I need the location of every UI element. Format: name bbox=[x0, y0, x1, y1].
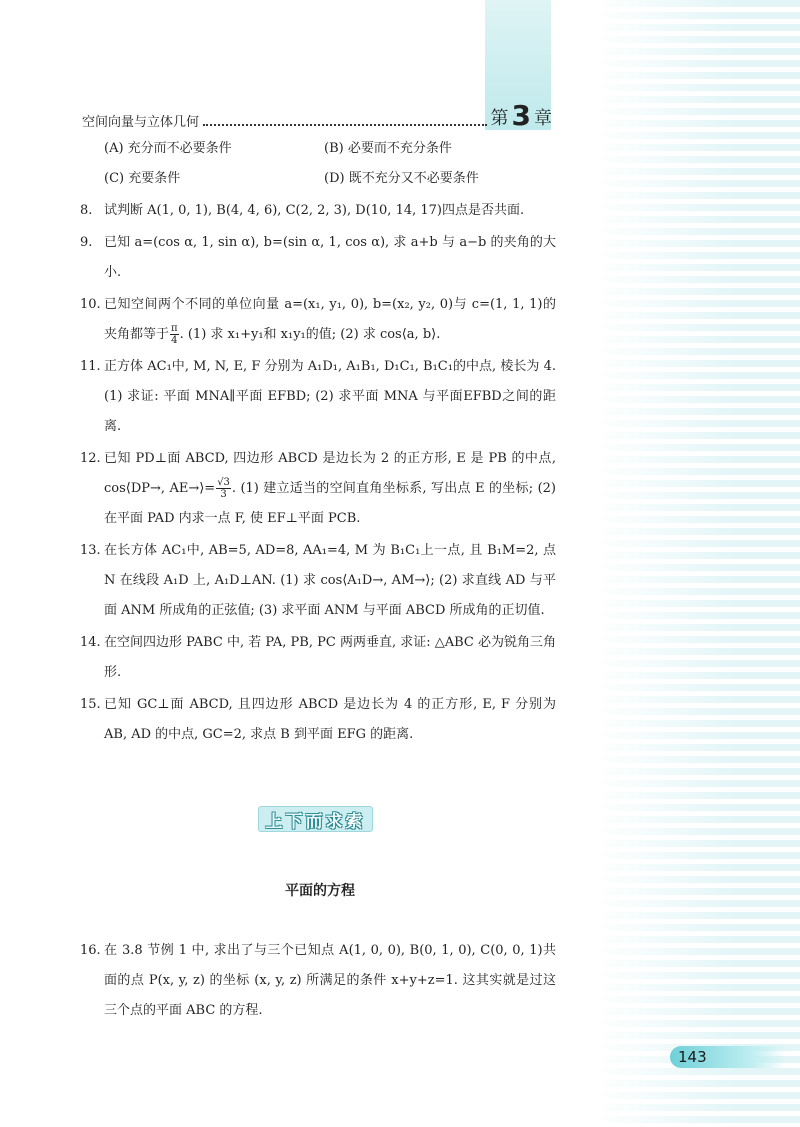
running-header bbox=[82, 100, 552, 130]
fraction bbox=[216, 477, 231, 500]
subsection-title: 平面的方程 bbox=[285, 883, 355, 899]
question-number: 16. bbox=[80, 943, 101, 958]
fraction bbox=[170, 323, 179, 346]
question-text: 已知 GC⊥面 ABCD, 且四边形 ABCD 是边长为 4 的正方形, E, F 分别为 AB, AD 的中点, GC=2, 求点 B 到平面 EFG 的距离. bbox=[104, 697, 556, 742]
question-8 bbox=[80, 196, 556, 226]
question-9 bbox=[80, 228, 556, 288]
page-number: 143 bbox=[678, 1048, 707, 1066]
question-14 bbox=[80, 628, 556, 688]
fraction-numerator: π bbox=[171, 323, 178, 334]
question-text bbox=[104, 444, 556, 534]
question-text-part-a: 已知 PD⊥面 ABCD, 四边形 ABCD 是边长为 2 的正方形, E 是 PB 的中点, cos⟨DP→, AE→⟩= bbox=[104, 451, 556, 496]
fraction-denominator: 3 bbox=[220, 489, 227, 500]
section-banner bbox=[258, 806, 373, 832]
leader-dots bbox=[203, 122, 487, 126]
section-title: 空间向量与立体几何 bbox=[82, 115, 200, 130]
decorative-stripes bbox=[595, 0, 800, 1127]
option-a: (A) 充分而不必要条件 bbox=[104, 141, 232, 156]
fraction-numerator: √3 bbox=[217, 477, 230, 488]
banner-text: 上下而求索 bbox=[265, 811, 366, 832]
option-c: (C) 充要条件 bbox=[104, 171, 181, 186]
question-text-part-a: 已知空间两个不同的单位向量 a=(x₁, y₁, 0), b=(x₂, y₂, 0)与 c=(1, 1, 1)的夹角都等于 bbox=[104, 297, 556, 342]
answer-options bbox=[80, 134, 556, 194]
question-10 bbox=[80, 290, 556, 350]
question-number: 12. bbox=[80, 451, 101, 466]
question-13 bbox=[80, 536, 556, 626]
question-11 bbox=[80, 352, 556, 442]
question-text: 正方体 AC₁中, M, N, E, F 分别为 A₁D₁, A₁B₁, D₁C₁, B₁C₁的中点, 棱长为 4. (1) 求证: 平面 MNA∥平面 EFBD; (2) 求平面 MNA 与平面EFBD之间的距离. bbox=[104, 359, 556, 434]
chapter-prefix: 第 bbox=[490, 108, 509, 129]
chapter-number: 3 bbox=[511, 99, 531, 132]
exercise-list-2 bbox=[80, 936, 556, 1026]
question-number: 9. bbox=[80, 235, 93, 250]
question-text: 在长方体 AC₁中, AB=5, AD=8, AA₁=4, M 为 B₁C₁上一点, 且 B₁M=2, 点 N 在线段 A₁D 上, A₁D⊥AN. (1) 求 cos⟨A₁D→, AM→⟩; (2) 求直线 AD 与平面 ANM 所成角的正弦值; (3) 求平面 ANM 与平面 ABCD 所成角的正切值. bbox=[104, 543, 556, 618]
question-number: 8. bbox=[80, 203, 93, 218]
question-text-part-b: . (1) 建立适当的空间直角坐标系, 写出点 E 的坐标; (2) 在平面 PAD 内求一点 F, 使 EF⊥平面 PCB. bbox=[104, 481, 556, 526]
exercise-list bbox=[80, 134, 556, 750]
option-b: (B) 必要而不充分条件 bbox=[324, 141, 452, 156]
question-number: 13. bbox=[80, 543, 101, 558]
option-d: (D) 既不充分又不必要条件 bbox=[324, 171, 479, 186]
question-15 bbox=[80, 690, 556, 750]
fraction-denominator: 4 bbox=[171, 335, 178, 346]
question-text bbox=[104, 290, 556, 350]
question-12 bbox=[80, 444, 556, 534]
question-text: 已知 a=(cos α, 1, sin α), b=(sin α, 1, cos α), 求 a+b 与 a−b 的夹角的大小. bbox=[104, 235, 556, 280]
question-number: 14. bbox=[80, 635, 101, 650]
question-text-part-b: . (1) 求 x₁+y₁和 x₁y₁的值; (2) 求 cos⟨a, b⟩. bbox=[179, 327, 441, 342]
question-text: 在空间四边形 PABC 中, 若 PA, PB, PC 两两垂直, 求证: △ABC 必为锐角三角形. bbox=[104, 635, 556, 680]
question-text: 在 3.8 节例 1 中, 求出了与三个已知点 A(1, 0, 0), B(0, 1, 0), C(0, 0, 1)共面的点 P(x, y, z) 的坐标 (x, y, z) 所满足的条件 x+y+z=1. 这其实就是过这三个点的平面 ABC 的方程. bbox=[104, 943, 556, 1018]
question-number: 15. bbox=[80, 697, 101, 712]
question-text: 试判断 A(1, 0, 1), B(4, 4, 6), C(2, 2, 3), D(10, 14, 17)四点是否共面. bbox=[104, 203, 525, 218]
page-number-tab bbox=[670, 1046, 786, 1068]
question-16 bbox=[80, 936, 556, 1026]
question-number: 10. bbox=[80, 297, 101, 312]
question-number: 11. bbox=[80, 359, 101, 374]
chapter-suffix: 章 bbox=[534, 108, 552, 129]
chapter-label bbox=[490, 99, 552, 132]
